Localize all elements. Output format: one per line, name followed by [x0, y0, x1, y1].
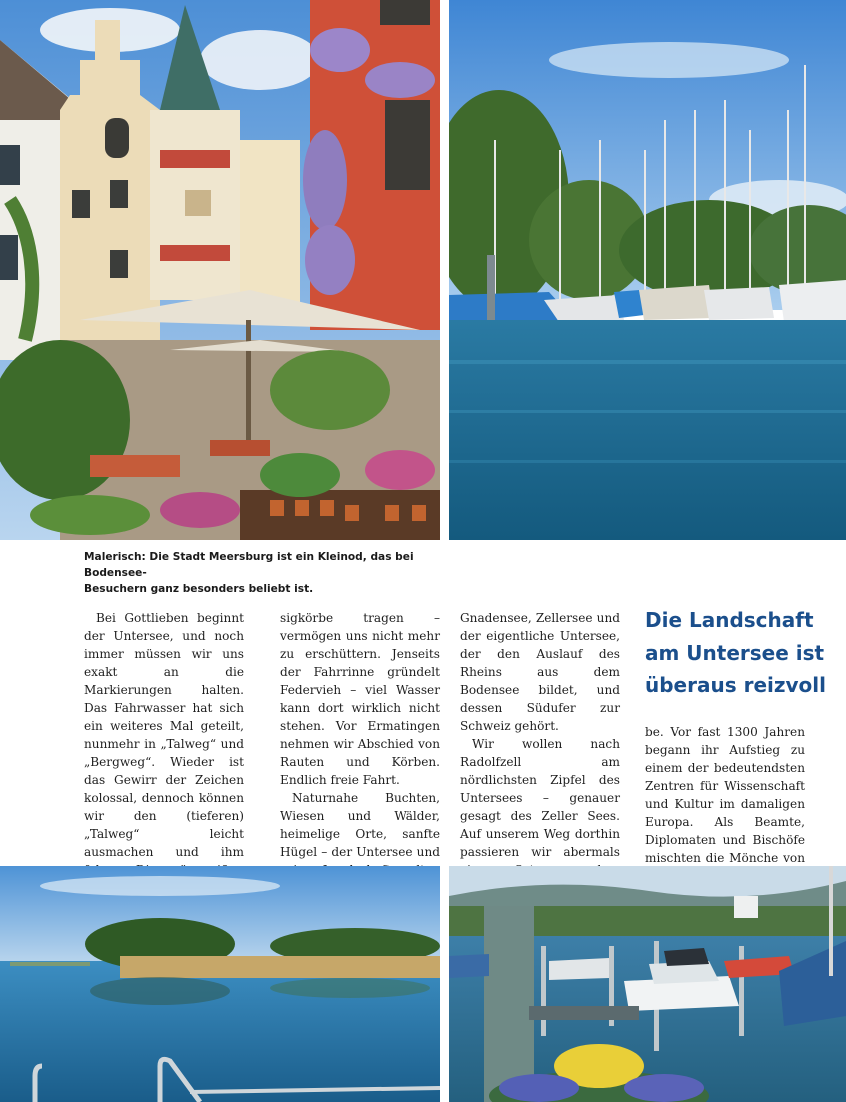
paragraph: Bei Gottlieben beginnt der Untersee, und noch immer müssen wir uns exakt an die Markierungen halten. Das Fahrwasser hat sich ein weiteres Mal geteilt, nunmehr in „Talweg“ und „Bergweg“. Wieder ist das Gewirr der Zeichen kolossal, dennoch können wir den (tieferen) „Talweg“ leicht ausmachen und ihm: [84, 611, 244, 859]
headline-line-3: überaus reizvoll: [645, 673, 826, 697]
paragraph: Wir wollen nach Radolfzell am nördlichsten Zipfel des Untersees – genauer gesagt des Zeller Sees. Auf unserem Weg dorthin passieren wir abermals: [460, 737, 620, 859]
harbor-photo-illustration: [449, 0, 846, 540]
paragraph: sigkörbe tragen – vermögen uns nicht mehr zu erschüttern. Jenseits der Fahrrinne gründelt Federvieh – viel Wasser kann dort wirklich nicht stehen. Vor Ermatingen nehmen wir Abschied von Rauten und Körben. Endlich freie Fahrt.: [280, 611, 440, 787]
marina-photo: [449, 866, 846, 1102]
lake-island-photo-illustration: [0, 866, 440, 1102]
caption-line-1: Malerisch: Die Stadt Meersburg ist ein Kleinod, das bei Bodensee-: [84, 551, 414, 579]
marina-photo-illustration: [449, 866, 846, 1102]
photo-caption: [84, 549, 444, 597]
headline-line-2: am Untersee ist: [645, 640, 825, 665]
meersburg-photo-illustration: [0, 0, 440, 540]
meersburg-photo: [0, 0, 440, 540]
paragraph: be. Vor fast 1300 Jahren begann ihr Aufstieg zu einem der bedeutendsten Zentren für Wissenschaft und Kultur im damaligen Europa. Als Beamte, Diplomaten und Bischöfe mischten die Mönche von: [645, 725, 805, 865]
text-column-4: [645, 723, 805, 885]
lake-island-photo: [0, 866, 440, 1102]
headline-line-1: Die Landschaft: [645, 608, 814, 632]
section-headline: [645, 604, 845, 702]
paragraph: Gnadensee, Zellersee und der eigentliche Untersee, der den Auslauf des Rheins aus dem Bodensee bildet, und dessen Südufer zur Schweiz gehört.: [460, 611, 620, 733]
caption-line-2: Besuchern ganz besonders beliebt ist.: [84, 583, 314, 595]
paragraph: Naturnahe Buchten, Wiesen und Wälder, heimelige Orte, sanfte Hügel – der Untersee und: [280, 791, 440, 859]
harbor-photo: [449, 0, 846, 540]
